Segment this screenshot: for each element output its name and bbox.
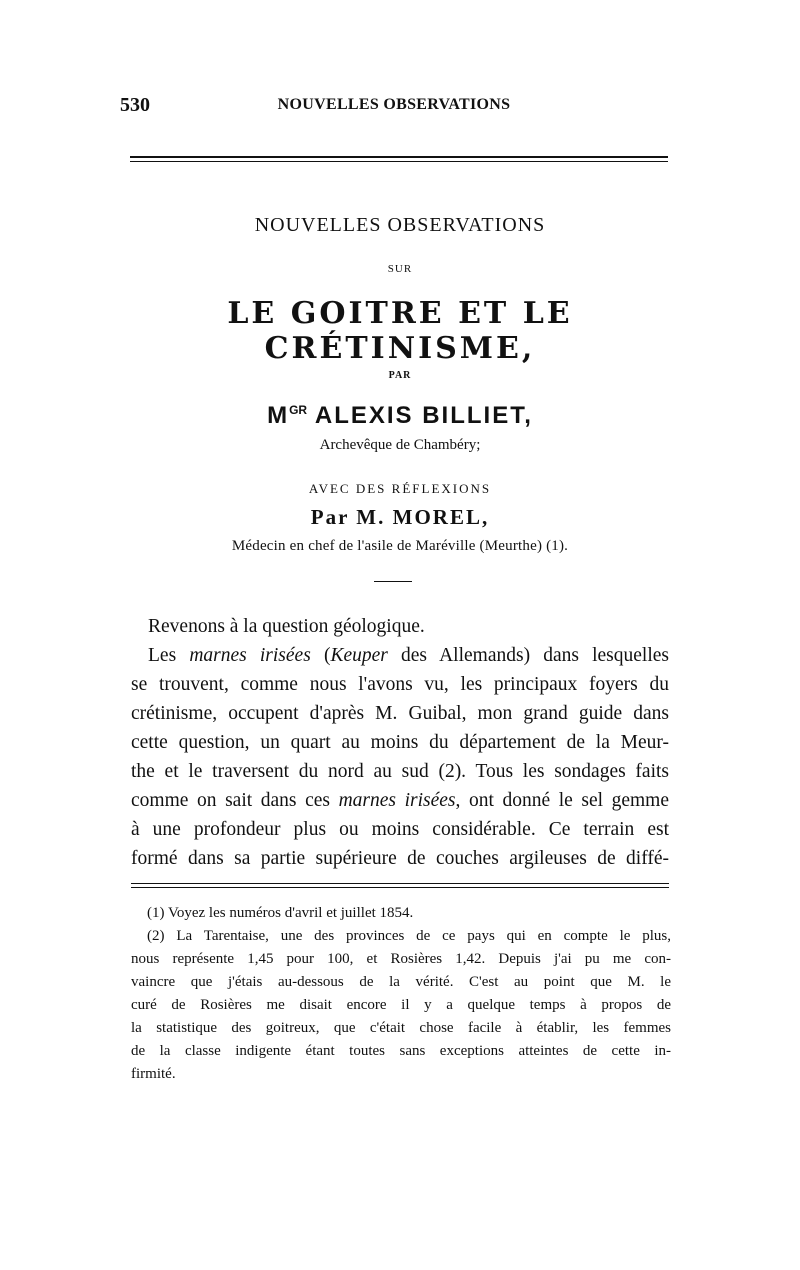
footnote-2-line: curé de Rosières me disait encore il y a quelque temps à propos de: [131, 997, 671, 1013]
body-line: à une profondeur plus ou moins considérable. Ce terrain est: [131, 819, 669, 840]
header-double-rule: [130, 156, 668, 162]
par-label: PAR: [388, 370, 412, 381]
author-prefix: M: [267, 402, 290, 429]
footnote-1: (1) Voyez les numéros d'avril et juillet 1854.: [147, 905, 414, 921]
commentator-name: Par M. MOREL,: [310, 505, 490, 529]
footnotes: [131, 902, 671, 1086]
body-line: formé dans sa partie supérieure de couches argileuses de diffé-: [131, 848, 669, 869]
footnote-2-line: de la classe indigente étant toutes sans exceptions atteintes de cette in-: [131, 1043, 671, 1059]
body-line: comme on sait dans ces marnes irisées, ont donné le sel gemme: [131, 790, 670, 811]
page-number: 530: [120, 94, 150, 116]
series-title: NOUVELLES OBSERVATIONS: [254, 214, 546, 236]
footnote-2-line: vaincre que j'étais au-dessous de la vérité. C'est au point que M. le: [131, 974, 671, 990]
reflexions-label: AVEC DES RÉFLEXIONS: [308, 481, 492, 496]
running-head: [120, 94, 668, 120]
article-title: LE GOITRE ET LE CRÉTINISME,: [227, 296, 573, 366]
section-divider: [374, 581, 412, 582]
body-line: Les marnes irisées (Keuper des Allemands) dans lesquelles: [148, 645, 670, 666]
footnote-rule: [131, 883, 669, 888]
sur-label: SUR: [387, 263, 413, 275]
body-line: the et le traversent du nord au sud (2). Tous les sondages faits: [131, 761, 669, 782]
commentator-role: Médecin en chef de l'asile de Maréville (Meurthe) (1).: [231, 538, 569, 554]
author-name: ALEXIS BILLIET,: [314, 402, 533, 429]
body-line: crétinisme, occupent d'après M. Guibal, mon grand guide dans: [131, 703, 669, 724]
footnote-2-line: la statistique des goitreux, que c'était chose facile à établir, les femmes: [131, 1020, 671, 1036]
body-line: cette question, un quart au moins du département de la Meur-: [131, 732, 669, 753]
author-honorific: GR: [289, 403, 308, 417]
running-title: NOUVELLES OBSERVATIONS: [277, 96, 511, 113]
footnote-2-line: firmité.: [131, 1066, 176, 1082]
footnote-2-line: (2) La Tarentaise, une des provinces de ce pays qui en compte le plus,: [147, 928, 671, 944]
body-line: se trouvent, comme nous l'avons vu, les principaux foyers du: [131, 674, 669, 695]
author-role: Archevêque de Chambéry;: [319, 437, 481, 453]
author-line: [100, 402, 700, 430]
body-text: [131, 612, 669, 873]
body-line: Revenons à la question géologique.: [148, 616, 425, 637]
footnote-2-line: nous représente 1,45 pour 100, et Rosières 1,42. Depuis j'ai pu me con-: [131, 951, 671, 967]
